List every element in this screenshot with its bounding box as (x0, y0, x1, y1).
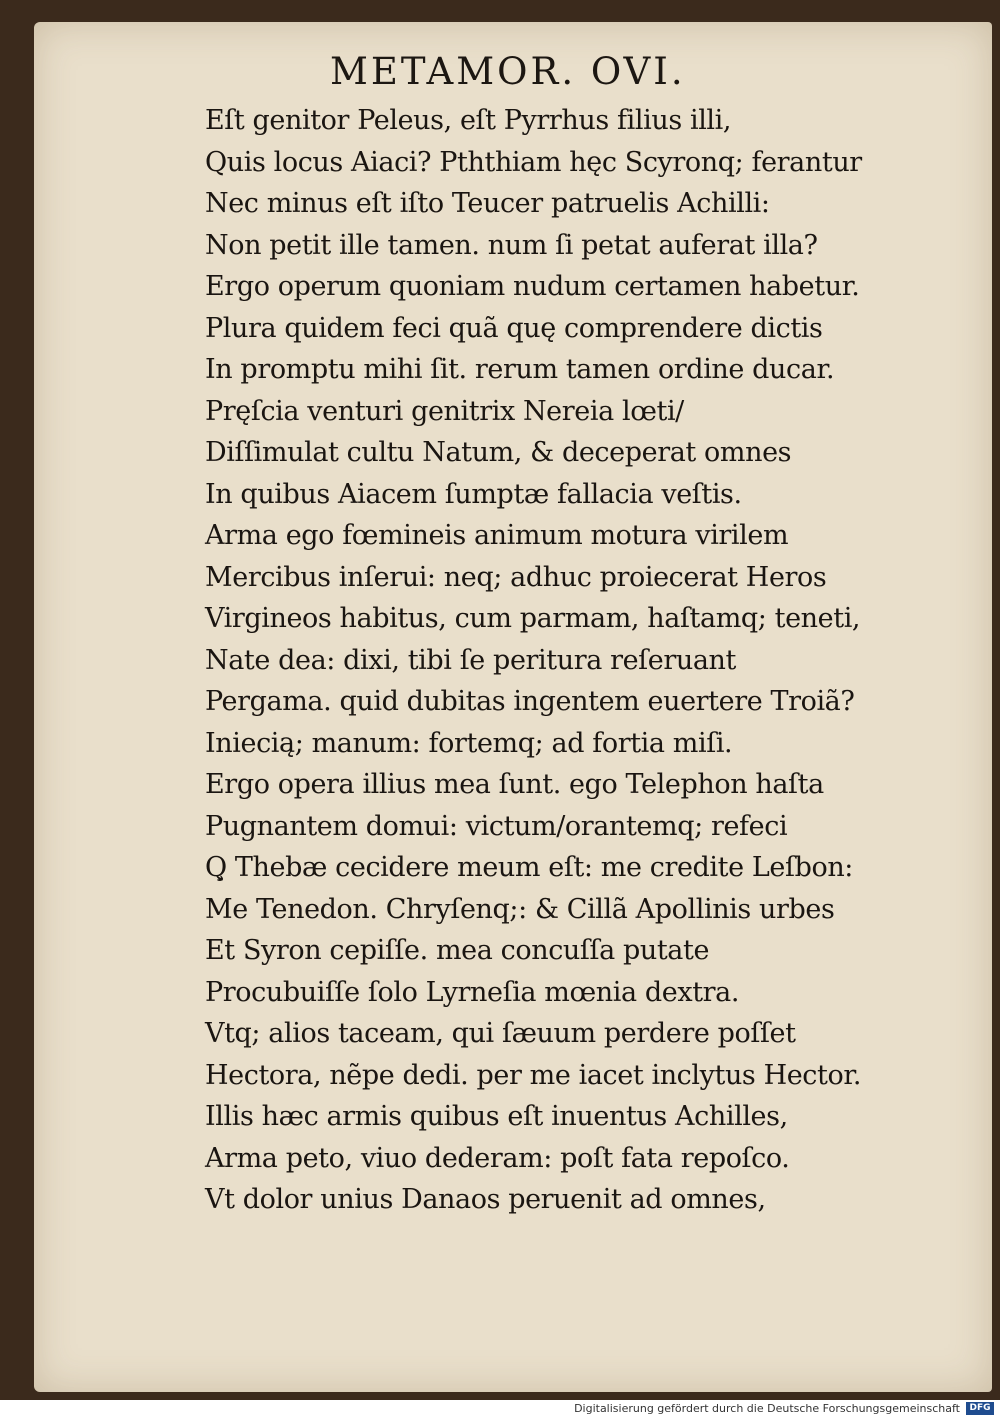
verse-line: Me Tenedon. Chryſenq;: & Cillã Apollinis urbes (205, 893, 835, 925)
verse-line: Pugnantem domui: victum/orantemq; refeci (205, 810, 788, 842)
verse-line: In promptu mihi ſit. rerum tamen ordine ducar. (205, 354, 835, 385)
verse-line: Eſt genitor Peleus, eſt Pyrrhus filius illi, (205, 105, 732, 136)
verse-line: Ergo operum quoniam nudum certamen habetur. (205, 271, 860, 302)
verse-line: Vt dolor unius Danaos peruenit ad omnes, (205, 1184, 766, 1215)
verse-line: Hectora, nẽpe dedi. per me iacet inclytus Hector. (205, 1059, 862, 1091)
dfg-logo-icon: DFG (966, 1402, 994, 1415)
verse-line: Vtq; alios taceam, qui ſæuum perdere poſſet (205, 1018, 796, 1049)
verse-line: Mercibus inſerui: neq; adhuc proiecerat Heros (205, 561, 827, 593)
verse-line: Arma ego fœmineis animum motura virilem (205, 520, 789, 551)
verse-line: Q̧ Thebæ cecidere meum eſt: me credite Leſbon: (205, 852, 854, 883)
verse-line: Diſſimulat cultu Natum, & deceperat omnes (205, 437, 792, 468)
verse-line: In quibus Aiacem ſumptæ fallacia veſtis. (205, 478, 742, 510)
verse-line: Et Syron cepiſſe. mea concuſſa putate (205, 935, 710, 966)
verse-line: Plura quidem feci quã quę comprendere dictis (205, 312, 823, 344)
verse-line: Arma peto, viuo dederam: poſt fata repoſco. (205, 1142, 790, 1174)
verse-line: Ergo opera illius mea ſunt. ego Telephon haſta (205, 769, 824, 800)
verse-list (205, 100, 865, 1221)
funding-credit: Digitalisierung gefördert durch die Deutsche Forschungsgemeinschaft (574, 1402, 960, 1415)
verse-line: Iniecią; manum: fortemq; ad fortia miſi. (205, 727, 733, 759)
digitization-footer (0, 1400, 1000, 1418)
verse-line: Non petit ille tamen. num ſi petat auferat illa? (205, 229, 818, 261)
verse-line: Nate dea: dixi, tibi ſe peritura reſeruant (205, 644, 736, 676)
verse-line: Pergama. quid dubitas ingentem euertere Troiã? (205, 686, 855, 717)
verse-line: Illis hæc armis quibus eſt inuentus Achilles, (205, 1101, 788, 1132)
verse-line: Nec minus eſt iſto Teucer patruelis Achilli: (205, 188, 770, 219)
verse-line: Virgineos habitus, cum parmam, haſtamq; teneti, (205, 603, 861, 634)
verse-line: Pręſcia venturi genitrix Nereia lœti/ (205, 395, 684, 427)
verse-line: Procubuiſſe ſolo Lyrneſia mœnia dextra. (205, 976, 740, 1008)
verse-line: Quis locus Aiaci? Pththiam hęc Scyronq; ferantur (205, 146, 862, 178)
running-title: METAMOR. OVI. (330, 50, 686, 93)
